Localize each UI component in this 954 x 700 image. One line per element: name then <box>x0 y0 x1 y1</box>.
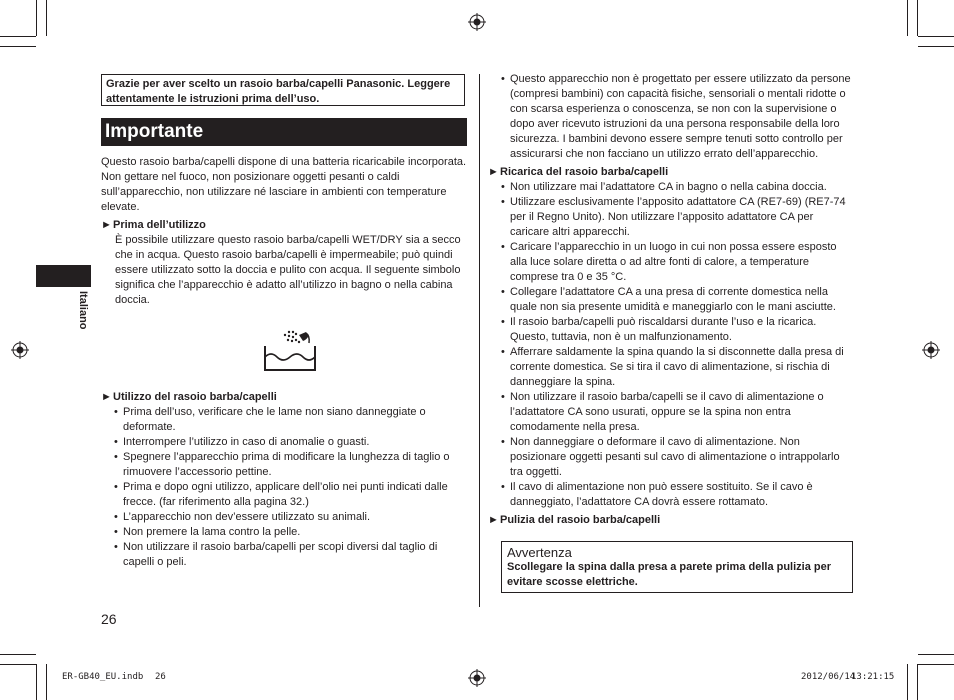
section-heading: Importante <box>101 118 467 146</box>
registration-mark-icon <box>468 669 486 687</box>
before-use-paragraph: È possibile utilizzare questo rasoio barba/capelli WET/DRY sia a secco che in acqua. Questo rasoio barba/capelli è impermeabile; può quindi essere utilizzato sotto la doccia e pulito con acqua. Il seguente simbolo significa che l’apparecchio è adatto all’utilizzo in bagno o nella cabina doccia. <box>115 234 461 306</box>
list-item: • Il rasoio barba/capelli può riscaldarsi durante l’uso e la ricarica. Questo, tuttavia, non è un malfunzionamento. <box>510 315 852 345</box>
list-item: • L’apparecchio non dev’essere utilizzato su animali. <box>123 510 469 525</box>
usage-list <box>101 405 469 570</box>
footer-file: ER-GB40_EU.indb <box>62 672 144 682</box>
registration-mark-icon <box>468 13 486 31</box>
crop-mark <box>0 654 36 655</box>
charging-list <box>488 180 852 510</box>
left-column <box>101 155 469 570</box>
pointer-arrow-icon: ► <box>488 166 499 178</box>
subsection-title: ►Pulizia del rasoio barba/capelli <box>488 514 661 526</box>
pointer-arrow-icon: ► <box>488 514 499 526</box>
language-label: Italiano <box>77 291 89 330</box>
shower-symbol <box>101 308 469 390</box>
list-item: • Non premere la lama contro la pelle. <box>123 525 469 540</box>
crop-mark <box>917 0 918 36</box>
crop-mark <box>0 46 36 47</box>
list-item: • Spegnere l’apparecchio prima di modificare la lunghezza di taglio o rimuovere l’accessorio pettine. <box>123 450 469 480</box>
registration-mark-icon <box>922 341 940 359</box>
intro-box: Grazie per aver scelto un rasoio barba/capelli Panasonic. Leggere attentamente le istruzioni prima dell’uso. <box>101 74 465 106</box>
subsection-title: ►Utilizzo del rasoio barba/capelli <box>101 391 277 403</box>
crop-mark <box>46 664 47 700</box>
list-item: • Caricare l’apparecchio in un luogo in cui non possa essere esposto alla luce solare diretta o ad altre fonti di calore, a temperature comprese tra 0 e 35 °C. <box>510 240 852 285</box>
list-item: • Collegare l’adattatore CA a una presa di corrente domestica nella quale non sia presente umidità e maneggiarlo con le mani asciutte. <box>510 285 852 315</box>
list-item: • Non utilizzare il rasoio barba/capelli se il cavo di alimentazione o l’adattatore CA sono usurati, oppure se la spina non entra comodamente nella presa. <box>510 390 852 435</box>
list-item: • Interrompere l’utilizzo in caso di anomalie o guasti. <box>123 435 469 450</box>
pointer-arrow-icon: ► <box>101 219 112 231</box>
language-tab <box>36 265 91 287</box>
list-item: • Afferrare saldamente la spina quando la si disconnette dalla presa di corrente domestica. Se si tira il cavo di alimentazione, si rischia di danneggiare la spina. <box>510 345 852 390</box>
crop-mark <box>0 36 36 37</box>
right-column <box>488 72 852 528</box>
warning-text: Scollegare la spina dalla presa a parete prima della pulizia per evitare scosse elettriche. <box>507 561 832 588</box>
registration-mark-icon <box>11 341 29 359</box>
pointer-arrow-icon: ► <box>101 391 112 403</box>
crop-mark <box>918 46 954 47</box>
footer-date: 2012/06/14 <box>801 672 856 682</box>
subsection-title: ►Prima dell’utilizzo <box>101 219 206 231</box>
list-item: • Prima e dopo ogni utilizzo, applicare dell’olio nei punti indicati dalle frecce. (far riferimento alla pagina 32.) <box>123 480 469 510</box>
list-item: • Il cavo di alimentazione non può essere sostituito. Se il cavo è danneggiato, l’adattatore CA dovrà essere rottamato. <box>510 480 852 510</box>
crop-mark <box>36 0 37 36</box>
list-item: • Prima dell’uso, verificare che le lame non siano danneggiate o deformate. <box>123 405 469 435</box>
list-item: • Non utilizzare mai l’adattatore CA in bagno o nella cabina doccia. <box>510 180 852 195</box>
subsection-title: ►Ricarica del rasoio barba/capelli <box>488 166 669 178</box>
column-divider <box>479 74 480 607</box>
crop-mark <box>917 664 918 700</box>
battery-paragraph: Questo rasoio barba/capelli dispone di una batteria ricaricabile incorporata. Non gettare nel fuoco, non posizionare oggetti pesanti o caldi sull’apparecchio, non utilizzare né lasciare in ambienti con temperature elevate. <box>101 156 467 213</box>
shower-bath-icon <box>261 329 319 373</box>
crop-mark <box>36 664 37 700</box>
list-item: • Non danneggiare o deformare il cavo di alimentazione. Non posizionare oggetti pesanti sul cavo di alimentazione o intrappolarlo tra oggetti. <box>510 435 852 480</box>
crop-mark <box>918 664 954 665</box>
page-number: 26 <box>101 611 117 627</box>
children-list <box>488 72 852 162</box>
footer-file-page: 26 <box>155 672 166 682</box>
list-item: • Utilizzare esclusivamente l’apposito adattatore CA (RE7-69) (RE7-74 per il Regno Unito). Non utilizzare l’apposito adattatore CA per caricare altri apparecchi. <box>510 195 852 240</box>
crop-mark <box>907 664 908 700</box>
crop-mark <box>907 0 908 36</box>
crop-mark <box>46 0 47 36</box>
crop-mark <box>0 664 36 665</box>
crop-mark <box>918 654 954 655</box>
footer-time: 13:21:15 <box>851 672 895 682</box>
crop-mark <box>918 36 954 37</box>
list-item: • Non utilizzare il rasoio barba/capelli per scopi diversi dal taglio di capelli o peli. <box>123 540 469 570</box>
list-item: • Questo apparecchio non è progettato per essere utilizzato da persone (compresi bambini) con capacità fisiche, sensoriali o mentali ridotte o con scarsa esperienza o conoscenza, se non con la supervisione o dopo aver ricevuto istruzioni da una persona responsabile della loro sicurezza. I bambini devono essere sempre tenuti sotto controllo per assicurarsi che non facciano un utilizzo errato dell’apparecchio. <box>510 72 852 162</box>
warning-title: Avvertenza <box>507 545 572 560</box>
warning-box <box>501 541 853 593</box>
